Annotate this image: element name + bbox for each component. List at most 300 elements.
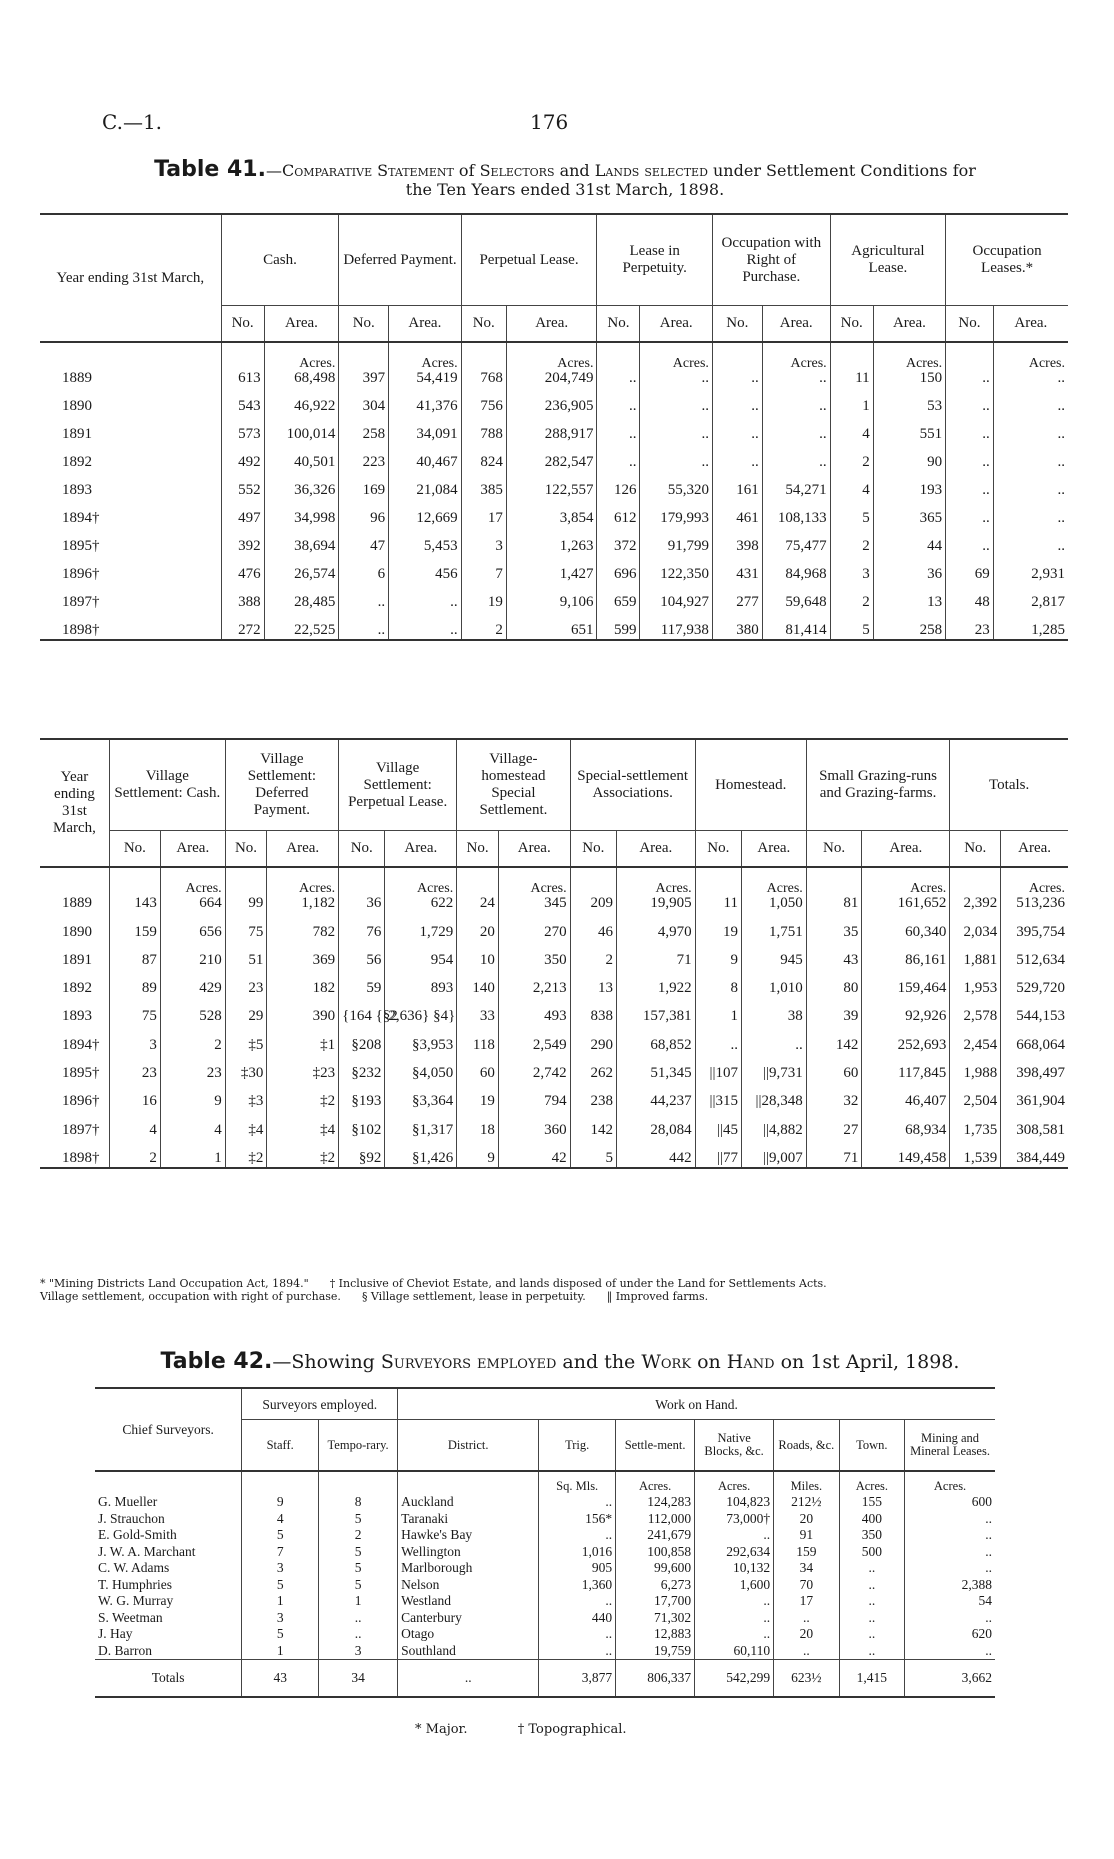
row-year: 1898† [40, 611, 221, 640]
count-cell [695, 997, 741, 1025]
cell-value: 651 [570, 622, 594, 638]
count-cell [461, 387, 506, 415]
cell-value: 21,084 [416, 482, 458, 498]
cell-value: 91,799 [667, 538, 709, 554]
count-cell [597, 387, 640, 415]
cell-value: 32 [843, 1093, 859, 1110]
cell-value: 13 [597, 980, 613, 997]
cell-value: 34,091 [416, 426, 458, 442]
area-cell [993, 443, 1068, 471]
surveyor-name: D. Barron [98, 1642, 152, 1658]
part1-group-header-4: Occupation with Right of Purchase. [712, 214, 830, 306]
count-cell [695, 912, 741, 940]
cell-value: 28,084 [650, 1121, 692, 1138]
cell-value: 54,271 [785, 482, 827, 498]
area-cell [762, 443, 830, 471]
cell-value: 23 [141, 1065, 157, 1082]
footnote-topographical: † Topographical. [517, 1722, 627, 1737]
cell-value: §1,317 [411, 1121, 454, 1138]
no-header: No. [109, 831, 160, 868]
cell-value: 4 [862, 426, 870, 442]
cell-value: 80 [843, 980, 859, 997]
area-cell [498, 1110, 570, 1138]
cell-value: 33 [479, 1008, 495, 1025]
cell-value: .. [1057, 538, 1065, 554]
cell-value: 2,454 [963, 1036, 998, 1053]
trig-header: Trig. [539, 1420, 616, 1472]
table-row [40, 342, 1068, 387]
cell-value: 122,557 [544, 482, 594, 498]
cell-value: 1,050 [769, 895, 803, 912]
settle-cell: 6,273 [616, 1577, 695, 1594]
acres-unit: Acres. [655, 881, 692, 897]
no-header: No. [339, 306, 389, 343]
cell-value: 492 [238, 454, 261, 470]
part1-group-header-2: Perpetual Lease. [461, 214, 597, 306]
cell-value: 4 [862, 482, 870, 498]
cell-value: 2 [149, 1149, 157, 1166]
acres-unit: Acres. [530, 881, 567, 897]
table42-header-row [95, 1388, 995, 1420]
count-cell [457, 969, 499, 997]
district-cell: Otago [398, 1626, 539, 1643]
count-cell [461, 527, 506, 555]
cell-value: 1,881 [963, 951, 998, 968]
area-cell [267, 912, 339, 940]
count-cell [570, 1139, 616, 1168]
row-year: 1896† [62, 566, 100, 582]
area-cell [267, 941, 339, 969]
count-cell [695, 969, 741, 997]
town-cell: .. [839, 1626, 904, 1643]
unit-label: Acres. [616, 1471, 695, 1494]
count-cell [225, 1082, 267, 1110]
cell-value: ‡2 [248, 1149, 264, 1166]
count-cell [339, 499, 389, 527]
cell-value: ‡4 [248, 1121, 264, 1138]
staff-cell: 1 [242, 1593, 319, 1610]
cell-value: 612 [613, 510, 637, 526]
cell-value: 48 [974, 594, 990, 610]
cell-value: 71 [676, 951, 692, 968]
cell-value: 19,905 [650, 895, 692, 912]
cell-value: .. [982, 482, 990, 498]
cell-value: 161 [736, 482, 759, 498]
cell-value: 5 [862, 510, 870, 526]
area-cell [762, 387, 830, 415]
area-cell [762, 415, 830, 443]
cell-value: 223 [362, 454, 386, 470]
area-header: Area. [640, 306, 712, 343]
part2-group-header-0: Village Settlement: Cash. [109, 739, 225, 831]
area-cell [498, 1139, 570, 1168]
table-row [40, 1054, 1068, 1082]
area-cell [616, 1054, 695, 1082]
total-native: 542,299 [695, 1660, 774, 1698]
cell-value: 149,458 [897, 1149, 947, 1166]
cell-value: 210 [199, 951, 222, 968]
temp-cell: .. [319, 1626, 398, 1643]
cell-value: 238 [590, 1093, 613, 1110]
count-cell [946, 443, 994, 471]
cell-value: 23 [206, 1065, 222, 1082]
table41-footnotes [40, 1277, 1100, 1303]
staff-cell: 5 [242, 1626, 319, 1643]
count-cell [950, 867, 1001, 912]
settle-cell: 100,858 [616, 1544, 695, 1561]
count-cell [712, 499, 762, 527]
cell-value: 262 [590, 1065, 613, 1082]
count-cell [109, 1054, 160, 1082]
area-cell [264, 415, 339, 443]
area-cell [862, 941, 950, 969]
year-header: Year ending 31st March, [40, 214, 221, 342]
settlement-header: Settle-ment. [616, 1420, 695, 1472]
area-cell [873, 415, 945, 443]
count-cell [461, 555, 506, 583]
cell-value: 2 [605, 951, 613, 968]
page-number: 176 [530, 110, 569, 134]
unit-label: Acres. [695, 1471, 774, 1494]
count-cell [109, 1025, 160, 1053]
settle-cell: 12,883 [616, 1626, 695, 1643]
cell-value: 2,504 [963, 1093, 998, 1110]
acres-unit: Acres. [421, 356, 458, 371]
cell-value: 193 [919, 482, 943, 498]
native-cell: .. [695, 1593, 774, 1610]
surveyors-employed-header: Surveyors employed. [242, 1388, 398, 1420]
area-cell [385, 1025, 457, 1053]
count-cell [225, 912, 267, 940]
total-trig: 3,877 [539, 1660, 616, 1698]
district-cell: Taranaki [398, 1511, 539, 1528]
cell-value: 270 [544, 923, 567, 940]
cell-value: 551 [919, 426, 943, 442]
cell-value: 788 [480, 426, 503, 442]
cell-value: 431 [736, 566, 759, 582]
cell-value: 365 [919, 510, 943, 526]
count-cell [597, 342, 640, 387]
cell-value: 40,501 [294, 454, 336, 470]
cell-value: .. [982, 454, 990, 470]
cell-value: 29 [248, 1008, 264, 1025]
acres-unit: Acres. [910, 881, 947, 897]
table-row [40, 1025, 1068, 1053]
count-cell [339, 969, 385, 997]
cell-value: 384,449 [1016, 1149, 1065, 1166]
area-cell [640, 443, 712, 471]
native-cell: 104,823 [695, 1494, 774, 1511]
count-cell [695, 1025, 741, 1053]
area-cell [1001, 1025, 1068, 1053]
cell-value: 59 [366, 980, 382, 997]
cell-value: 696 [613, 566, 637, 582]
count-cell [597, 499, 640, 527]
count-cell [457, 867, 499, 912]
count-cell [830, 527, 873, 555]
count-cell [946, 342, 994, 387]
count-cell [221, 342, 264, 387]
cell-value: 11 [723, 895, 738, 912]
part1-header-row [40, 214, 1068, 306]
cell-value: 9,106 [559, 594, 594, 610]
cell-value: 159 [134, 923, 157, 940]
cell-value: 2,549 [532, 1036, 567, 1053]
total-district: .. [398, 1660, 539, 1698]
native-cell: 10,132 [695, 1560, 774, 1577]
cell-value: 41,376 [416, 398, 458, 414]
cell-value: .. [751, 426, 759, 442]
table-row [95, 1527, 995, 1544]
cell-value: 552 [238, 482, 261, 498]
cell-value: 104,927 [660, 594, 709, 610]
cell-value: .. [819, 454, 827, 470]
area-cell [616, 1110, 695, 1138]
cell-value: 38 [787, 1008, 803, 1025]
settle-cell: 19,759 [616, 1643, 695, 1660]
table-row [40, 415, 1068, 443]
count-cell [806, 997, 862, 1025]
cell-value: .. [701, 370, 709, 386]
area-cell [498, 867, 570, 912]
area-cell [741, 1110, 806, 1138]
cell-value: 2,817 [1031, 594, 1065, 610]
table-row [40, 387, 1068, 415]
count-cell [339, 527, 389, 555]
area-cell [762, 527, 830, 555]
roads-cell: 70 [774, 1577, 839, 1594]
cell-value: 9 [214, 1093, 222, 1110]
cell-value: 277 [736, 594, 759, 610]
row-year: 1890 [62, 923, 92, 940]
part2-group-header-1: Village Settlement: Deferred Payment. [225, 739, 338, 831]
count-cell [946, 387, 994, 415]
cell-value: 75,477 [785, 538, 827, 554]
table-row [95, 1577, 995, 1594]
count-cell [830, 555, 873, 583]
cell-value: 34,998 [294, 510, 336, 526]
count-cell [339, 997, 398, 1025]
town-cell: .. [839, 1577, 904, 1594]
cell-value: 60 [479, 1065, 495, 1082]
no-header: No. [570, 831, 616, 868]
total-mining: 3,662 [905, 1660, 995, 1698]
table42-footnotes [415, 1723, 715, 1736]
cell-value: 768 [480, 370, 503, 386]
cell-value: 13 [927, 594, 943, 610]
area-cell [993, 387, 1068, 415]
area-cell [741, 1082, 806, 1110]
roads-cell: 91 [774, 1527, 839, 1544]
totals-row [95, 1660, 995, 1698]
district-header: District. [398, 1420, 539, 1472]
trig-cell: 1,016 [539, 1544, 616, 1561]
cell-value: 1,988 [963, 1065, 998, 1082]
cell-value: 108,133 [777, 510, 827, 526]
count-cell [806, 1054, 862, 1082]
cell-value: .. [751, 454, 759, 470]
area-cell [616, 867, 695, 912]
count-cell [570, 1110, 616, 1138]
area-cell [862, 969, 950, 997]
area-cell [640, 415, 712, 443]
count-cell [597, 555, 640, 583]
cell-value: 272 [238, 622, 261, 638]
count-cell [221, 555, 264, 583]
area-cell [389, 443, 461, 471]
trig-cell: .. [539, 1494, 616, 1511]
count-cell [339, 941, 385, 969]
cell-value: 150 [919, 370, 943, 386]
cell-value: 782 [312, 923, 336, 940]
area-cell [741, 912, 806, 940]
temp-cell: 3 [319, 1643, 398, 1660]
cell-value: 258 [919, 622, 943, 638]
area-cell [498, 969, 570, 997]
area-cell [993, 499, 1068, 527]
no-header: No. [695, 831, 741, 868]
count-cell [225, 1139, 267, 1168]
native-cell: 1,600 [695, 1577, 774, 1594]
table-row [40, 583, 1068, 611]
row-year: 1894† [62, 1036, 100, 1053]
count-cell [461, 611, 506, 640]
trig-cell: 905 [539, 1560, 616, 1577]
area-header: Area. [506, 306, 597, 343]
cell-value: 4 [214, 1121, 222, 1138]
cell-value: .. [628, 370, 637, 386]
temp-cell: 5 [319, 1560, 398, 1577]
cell-value: 55,320 [667, 482, 709, 498]
cell-value: 142 [590, 1121, 613, 1138]
area-cell [498, 997, 570, 1025]
mining-cell: 620 [905, 1626, 995, 1643]
acres-unit: Acres. [1028, 881, 1065, 897]
area-cell [498, 1082, 570, 1110]
footnote-cheviot: † Inclusive of Cheviot Estate, and lands disposed of under the Land for Settlements Acts. [329, 1277, 827, 1290]
area-cell [498, 1054, 570, 1082]
count-cell [457, 1025, 499, 1053]
cell-value: 12,669 [416, 510, 458, 526]
area-cell [506, 527, 597, 555]
cell-value: .. [1057, 510, 1065, 526]
cell-value: 140 [472, 980, 495, 997]
count-cell [570, 867, 616, 912]
count-cell [109, 1139, 160, 1168]
table-row [40, 527, 1068, 555]
temp-cell: .. [319, 1610, 398, 1627]
area-cell [862, 1025, 950, 1053]
count-cell [339, 471, 389, 499]
work-on-hand-header: Work on Hand. [398, 1388, 995, 1420]
roads-cell: 20 [774, 1626, 839, 1643]
area-cell [160, 997, 225, 1025]
count-cell [830, 471, 873, 499]
cell-value: 493 [544, 1008, 567, 1025]
row-year: 1898† [40, 1139, 109, 1168]
cell-value: ‡2 [320, 1149, 336, 1166]
area-cell [862, 1054, 950, 1082]
area-cell [506, 583, 597, 611]
cell-value: 159,464 [897, 980, 947, 997]
cell-value: 360 [544, 1121, 567, 1138]
total-roads: 623½ [774, 1660, 839, 1698]
part2-header-row [40, 739, 1068, 831]
area-cell [160, 1025, 225, 1053]
area-cell [264, 583, 339, 611]
cell-value: 395,754 [1016, 923, 1065, 940]
area-cell [862, 1110, 950, 1138]
cell-value: 100,014 [286, 426, 336, 442]
area-cell [385, 1054, 457, 1082]
cell-value: 476 [238, 566, 261, 582]
cell-value: 794 [544, 1093, 567, 1110]
row-year: 1893 [62, 1008, 92, 1025]
area-cell [616, 1082, 695, 1110]
no-header: No. [597, 306, 640, 343]
area-cell [741, 969, 806, 997]
area-cell [862, 867, 950, 912]
cell-value: 1 [862, 398, 870, 414]
table42-label: Table 42. [160, 1349, 273, 1374]
area-cell [640, 527, 712, 555]
row-year: 1893 [62, 482, 92, 498]
area-cell [506, 415, 597, 443]
area-cell [873, 611, 945, 640]
cell-value: 1,010 [769, 980, 803, 997]
row-year: 1895† [62, 1065, 100, 1082]
part1-group-header-0: Cash. [221, 214, 339, 306]
area-cell [267, 969, 339, 997]
part2-group-header-5: Homestead. [695, 739, 806, 831]
area-cell [267, 867, 339, 912]
cell-value: .. [819, 370, 827, 386]
area-cell [873, 443, 945, 471]
cell-value: 204,749 [544, 370, 594, 386]
no-header: No. [339, 831, 385, 868]
cell-value: ||45 [716, 1121, 738, 1138]
cell-value: 6 [377, 566, 386, 582]
town-cell: .. [839, 1643, 904, 1660]
cell-value: 92,926 [905, 1008, 947, 1025]
cell-value: 622 [430, 895, 454, 912]
cell-value: .. [1057, 370, 1065, 386]
cell-value: 10 [479, 951, 495, 968]
total-staff: 43 [242, 1660, 319, 1698]
staff-cell: 1 [242, 1643, 319, 1660]
table-row [40, 611, 1068, 640]
cell-value: 26,574 [294, 566, 336, 582]
native-cell: .. [695, 1610, 774, 1627]
row-year: 1892 [62, 980, 92, 997]
count-cell [457, 912, 499, 940]
count-cell [221, 387, 264, 415]
row-year: 1897† [62, 1121, 100, 1138]
count-cell [570, 941, 616, 969]
cell-value: 668,064 [1016, 1036, 1065, 1053]
area-cell [1001, 1139, 1068, 1168]
count-cell [461, 443, 506, 471]
table-row [40, 941, 1068, 969]
no-header: No. [950, 831, 1001, 868]
area-cell [862, 1082, 950, 1110]
cell-value: 9 [730, 951, 738, 968]
area-cell [267, 997, 339, 1025]
area-cell [1001, 969, 1068, 997]
cell-value: 117,938 [660, 622, 709, 638]
area-cell [993, 611, 1068, 640]
cell-value: 252,693 [897, 1036, 947, 1053]
